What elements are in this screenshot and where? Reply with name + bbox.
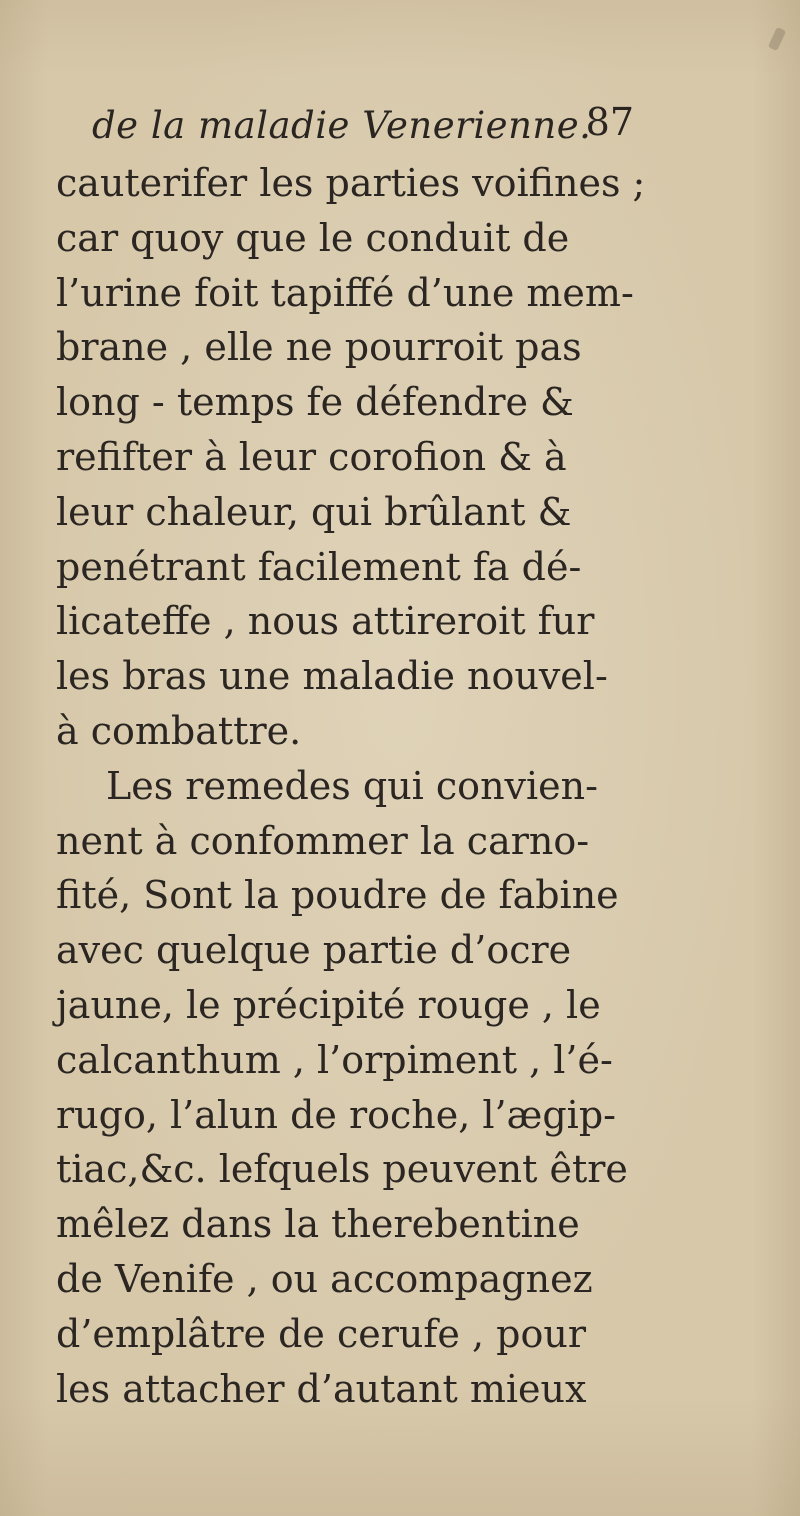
text-line: mêlez dans la therebentine <box>56 1202 580 1247</box>
running-title: de la maladie Venerienne. <box>92 104 592 147</box>
text-line: à combattre. <box>56 708 302 753</box>
text-line: cauterifer les parties voifines ; <box>56 161 646 205</box>
text-line: nent à confommer la carno- <box>56 818 590 863</box>
text-line: fité, Sont la poudre de fabine <box>56 873 619 918</box>
text-line: les attacher d’autant mieux <box>56 1366 587 1411</box>
text-line: car quoy que le conduit de <box>56 215 570 260</box>
text-line: les bras une maladie nouvel- <box>56 654 608 699</box>
text-line: penétrant facilement fa dé- <box>56 544 582 589</box>
body-text <box>56 156 656 1416</box>
text-line: refifter à leur corofion & à <box>56 434 567 479</box>
text-line: avec quelque partie d’ocre <box>56 928 572 973</box>
text-line: l’urine foit tapiffé d’une mem- <box>56 270 634 315</box>
text-line: tiac,&c. lefquels peuvent être <box>56 1147 628 1192</box>
paragraph-start-line: Les remedes qui convien- <box>106 763 598 808</box>
ink-blot <box>768 27 786 51</box>
text-line: brane , elle ne pourroit pas <box>56 325 582 370</box>
text-line: leur chaleur, qui brûlant & <box>56 489 572 534</box>
text-line: calcanthum , l’orpiment , l’é- <box>56 1037 613 1082</box>
text-line: jaune, le précipité rouge , le <box>56 982 601 1027</box>
text-line: long - temps fe défendre & <box>56 380 574 425</box>
text-line: rugo, l’alun de roche, l’ægip- <box>56 1092 616 1137</box>
page-number: 87 <box>585 100 634 144</box>
text-line: de Venife , ou accompagnez <box>56 1256 593 1301</box>
text-line: d’emplâtre de cerufe , pour <box>56 1311 586 1356</box>
running-head <box>92 96 652 160</box>
text-line: licateffe , nous attireroit fur <box>56 599 595 644</box>
